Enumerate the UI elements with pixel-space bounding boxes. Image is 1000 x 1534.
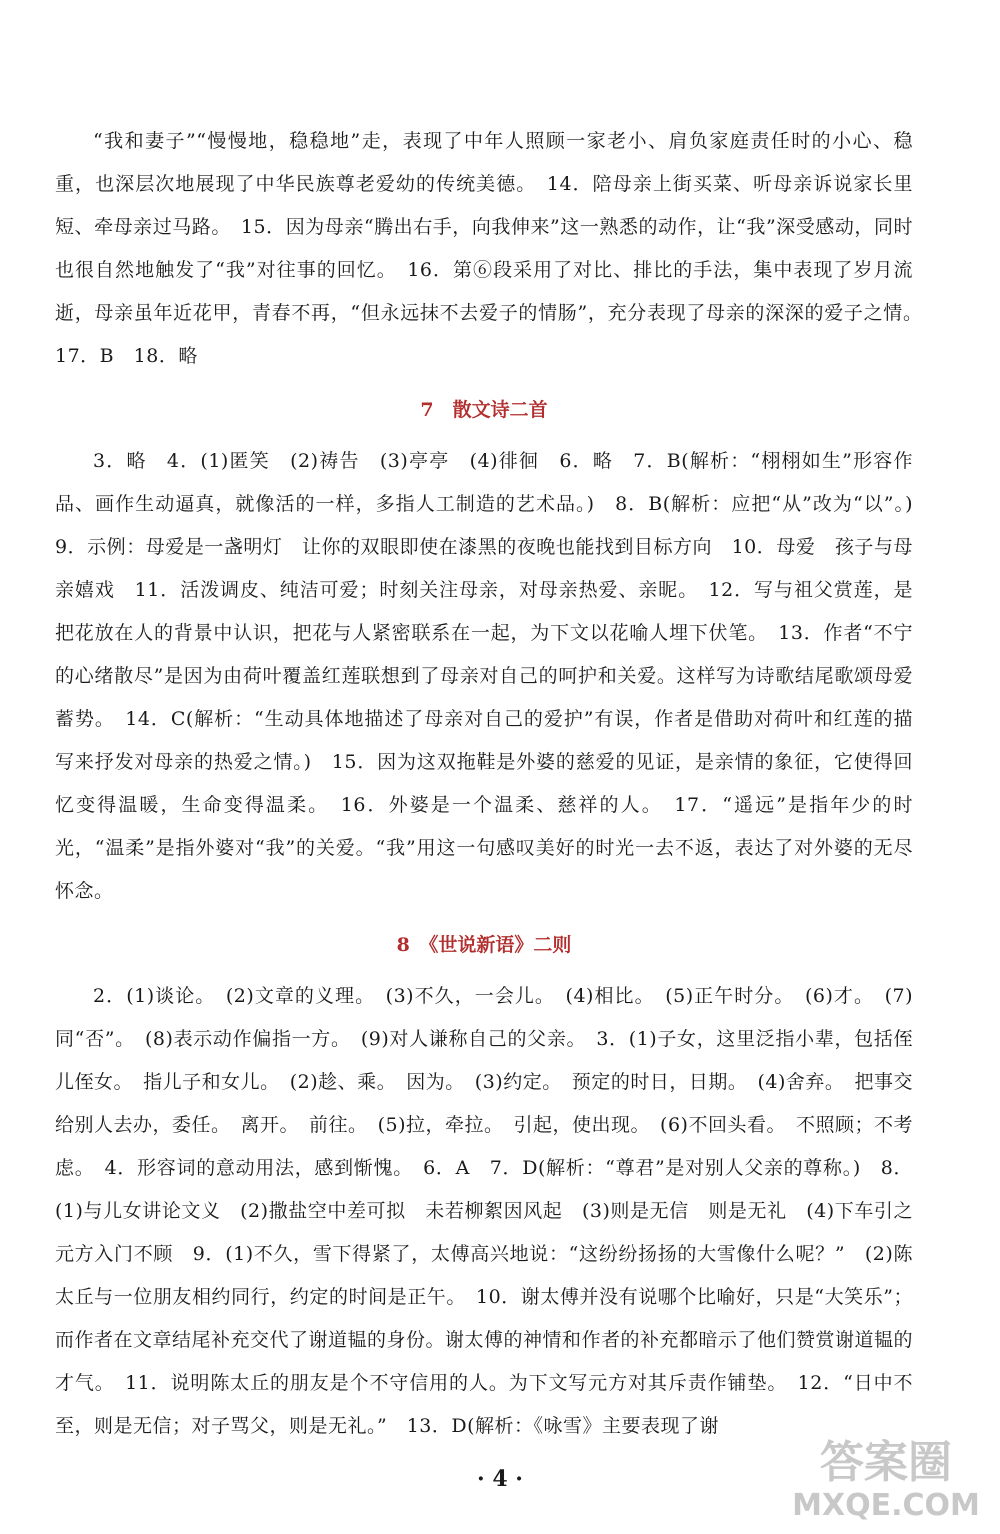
section-heading-7: 7 散文诗二首 — [420, 399, 548, 421]
watermark-logo — [786, 1429, 986, 1524]
watermark-logo-text: 答案圈 — [820, 1437, 952, 1488]
watermark-domain-text: MXQE.COM — [792, 1488, 980, 1523]
section-heading-8: 8 《世说新语》二则 — [396, 934, 572, 956]
answer-paragraph-8: 2．(1)谈论。 (2)文章的义理。 (3)不久，一会儿。 (4)相比。 (5)正午时分。 (6)才。 (7)同“否”。 (8)表示动作偏指一方。 (9)对人谦称自己的父亲。 3．(1)子女，这里泛指小辈，包括侄儿侄女。 指儿子和女儿。 (2)趁、乘。 因为。 (3)约定。 预定的时日，日期。 (4)舍弃。 把事交给别人去办，委任。 离开。 前往。 (5)拉，牵拉。 引起，使出现。 (6)不回头看。 不照顾；不考虑。 4．形容词的意动用法，感到惭愧。 6．A 7．D(解析：“尊君”是对别人父亲的尊称。) 8．(1)与儿女讲论文义 (2)撒盐空中差可拟 未若柳絮因风起 (3)则是无信 则是无礼 (4)下车引之 元方入门不顾 9．(1)不久，雪下得紧了，太傅高兴地说：“这纷纷扬扬的大雪像什么呢？” (2)陈太丘与一位朋友相约同行，约定的时间是正午。 10．谢太傅并没有说哪个比喻好，只是“大笑乐”；而作者在文章结尾补充交代了谢道韫的身份。谢太傅的神情和作者的补充都暗示了他们赞赏谢道韫的才气。 11．说明陈太丘的朋友是个不守信用的人。为下文写元方对其斥责作铺垫。 12．“日中不至，则是无信；对子骂父，则是无礼。” 13．D(解析：《咏雪》主要表现了谢 — [55, 985, 933, 1437]
answer-paragraph-7: 3．略 4．(1)匿笑 (2)祷告 (3)亭亭 (4)徘徊 6．略 7．B(解析：“栩栩如生”形容作品、画作生动逼真，就像活的一样，多指人工制造的艺术品。) 8．B(解析：应把“从”改为“以”。) 9．示例：母爱是一盏明灯 让你的双眼即使在漆黑的夜晚也能找到目标方向 10．母爱 孩子与母亲嬉戏 11．活泼调皮、纯洁可爱；时刻关注母亲，对母亲热爱、亲昵。 12．写与祖父赏莲，是把花放在人的背景中认识，把花与人紧密联系在一起，为下文以花喻人埋下伏笔。 13．作者“不宁的心绪散尽”是因为由荷叶覆盖红莲联想到了母亲对自己的呵护和关爱。这样写为诗歌结尾歌颂母爱蓄势。 14．C(解析：“生动具体地描述了母亲对自己的爱护”有误，作者是借助对荷叶和红莲的描写来抒发对母亲的热爱之情。) 15．因为这双拖鞋是外婆的慈爱的见证，是亲情的象征，它使得回忆变得温暖，生命变得温柔。 16．外婆是一个温柔、慈祥的人。 17．“遥远”是指年少的时光，“温柔”是指外婆对“我”的关爱。“我”用这一句感叹美好的时光一去不返，表达了对外婆的无尽怀念。 — [55, 450, 933, 902]
page-content — [55, 120, 933, 1448]
watermark-logo-icon — [786, 1429, 986, 1524]
page-number: · 4 · — [477, 1466, 523, 1492]
answer-paragraph-continued: “我和妻子”“慢慢地，稳稳地”走，表现了中年人照顾一家老小、肩负家庭责任时的小心、稳重，也深层次地展现了中华民族尊老爱幼的传统美德。 14．陪母亲上街买菜、听母亲诉说家长里短、牵母亲过马路。 15．因为母亲“腾出右手，向我伸来”这一熟悉的动作，让“我”深受感动，同时也很自然地触发了“我”对往事的回忆。 16．第⑥段采用了对比、排比的手法，集中表现了岁月流逝，母亲虽年近花甲，青春不再，“但永远抹不去爱子的情肠”，充分表现了母亲的深深的爱子之情。 17．B 18．略 — [55, 130, 933, 367]
